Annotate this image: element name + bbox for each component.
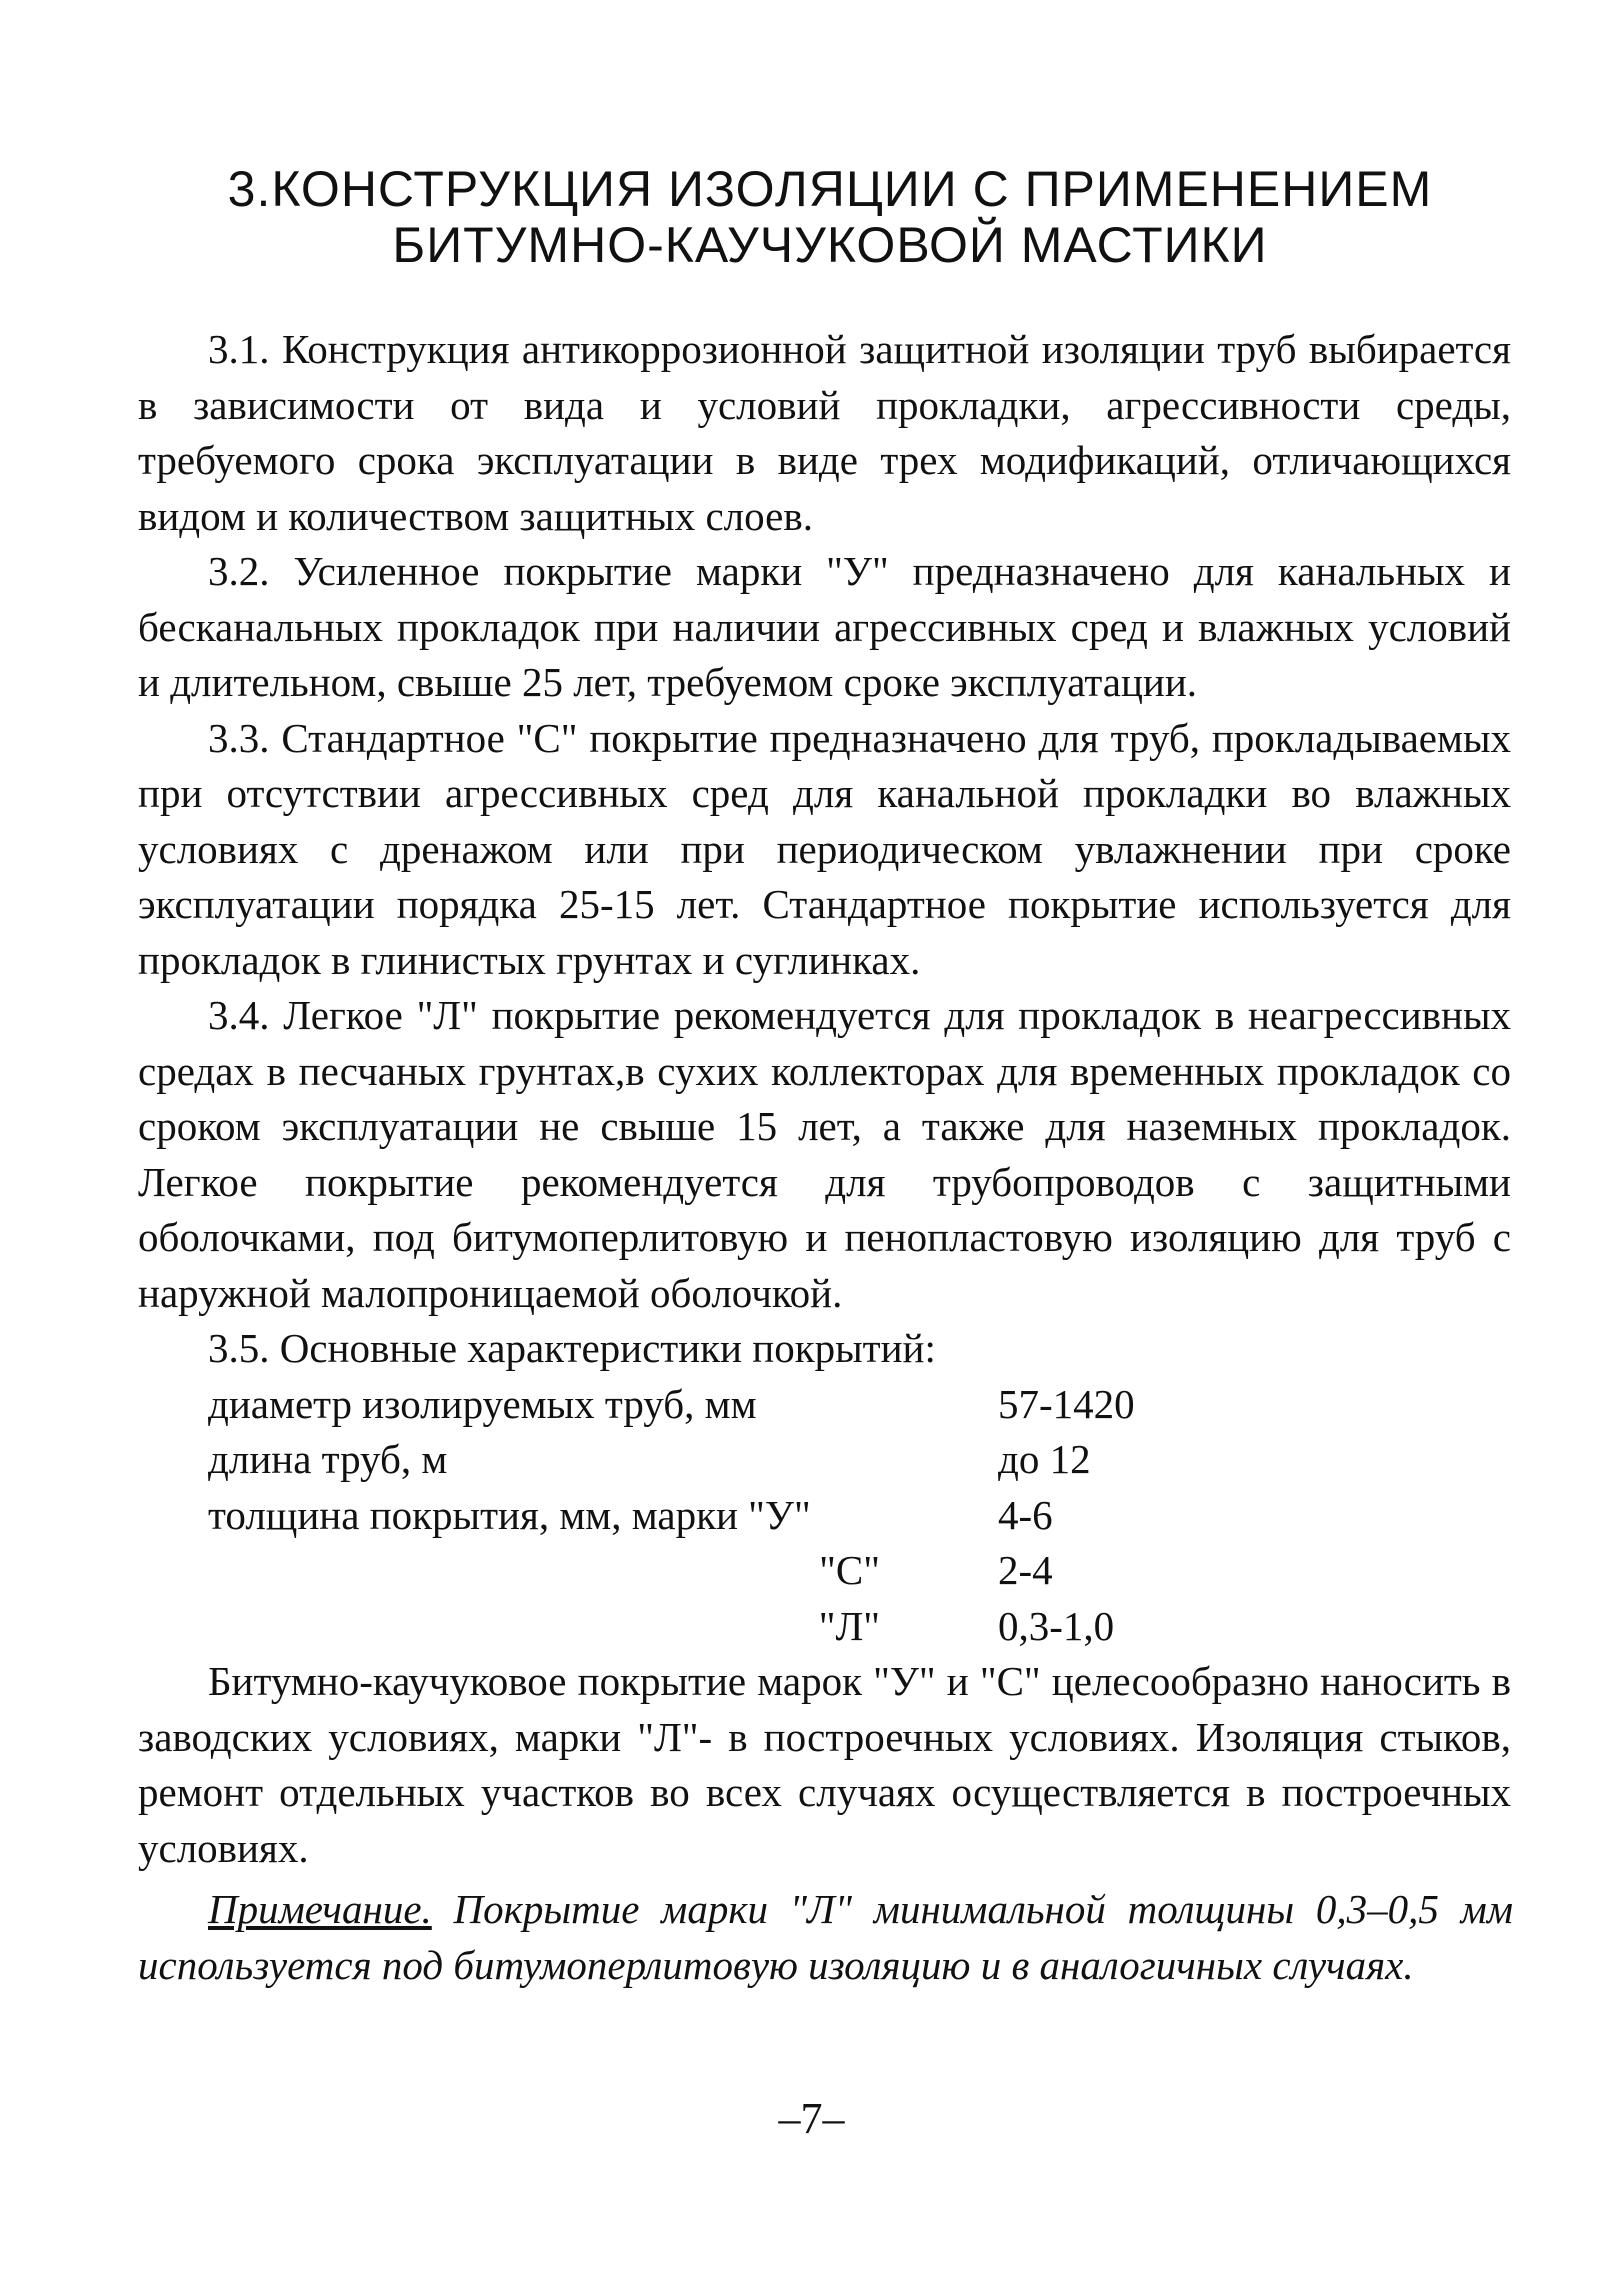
note [138, 1882, 1513, 1993]
characteristics-row [138, 1543, 1513, 1599]
paragraph-3-3: 3.3. Стандартное "С" покрытие предназначено для труб, прокладываемых при отсутствии агрессивных сред для канальной прокладки во влажных условиях с дренажом или при периодическом увлажнении при сроке эксплуатации порядка 25-15 лет. Стандартное покрытие используется для прокладок в глинистых грунтах и суглинках. [138, 714, 1511, 983]
characteristic-label: толщина покрытия, мм, марки "У" [208, 1491, 811, 1538]
closing-paragraph: Битумно-каучуковое покрытие марок "У" и "С" целесообразно наносить в заводских условиях, марки "Л"- в построечных условиях. Изоляция стыков, ремонт отдельных участков во всех случаях осуществляется в построечных условиях. [138, 1658, 1511, 1871]
section-heading-line-2: БИТУМНО-КАУЧУКОВОЙ МАСТИКИ [392, 217, 1268, 273]
note-text: Покрытие марки "Л" минимальной толщины 0,3–0,5 мм используется под битумоперлитовую изоляцию и в аналогичных случаях. [138, 1886, 1513, 1988]
document-body [138, 322, 1513, 1993]
characteristic-value: до 12 [998, 1436, 1091, 1482]
paragraph-3-1: 3.1. Конструкция антикоррозионной защитной изоляции труб выбирается в зависимости от вида и условий прокладки, агрессивности среды, требуемого срока эксплуатации в виде трех модификаций, отличающихся видом и количеством защитных слоев. [138, 326, 1511, 539]
characteristic-label: длина труб, м [208, 1436, 448, 1482]
characteristic-label: "Л" [818, 1602, 880, 1649]
characteristic-value: 2-4 [998, 1547, 1053, 1593]
characteristic-value: 0,3-1,0 [998, 1602, 1115, 1649]
page-number: –7– [778, 2094, 845, 2143]
paragraph-3-2: 3.2. Усиленное покрытие марки "У" предназначено для канальных и бесканальных прокладок при наличии агрессивных сред и влажных условий и длительном, свыше 25 лет, требуемом сроке эксплуатации. [138, 548, 1511, 705]
characteristics-row [138, 1599, 1513, 1655]
characteristic-value: 4-6 [998, 1491, 1053, 1538]
paragraph-3-4: 3.4. Легкое "Л" покрытие рекомендуется для прокладок в неагрессивных средах в песчаных грунтах,в сухих коллекторах для временных прокладок со сроком эксплуатации не свыше 15 лет, а также для наземных прокладок. Легкое покрытие рекомендуется для трубопроводов с защитными оболочками, под битумоперлитовую и пенопластовую изоляцию для труб с наружной малопроницаемой оболочкой. [138, 992, 1511, 1316]
characteristics-block [138, 1321, 1513, 1654]
characteristic-value: 57-1420 [998, 1380, 1135, 1427]
characteristics-title: 3.5. Основные характеристики покрытий: [208, 1325, 936, 1371]
section-heading-line-1: 3.КОНСТРУКЦИЯ ИЗОЛЯЦИИ С ПРИМЕНЕНИЕМ [227, 161, 1433, 217]
characteristics-row [138, 1432, 1513, 1488]
note-label: Примечание. [208, 1886, 432, 1932]
characteristics-row [138, 1377, 1513, 1433]
characteristics-row [138, 1488, 1513, 1544]
characteristic-label: диаметр изолируемых труб, мм [208, 1380, 757, 1427]
characteristic-label: "С" [819, 1547, 880, 1593]
